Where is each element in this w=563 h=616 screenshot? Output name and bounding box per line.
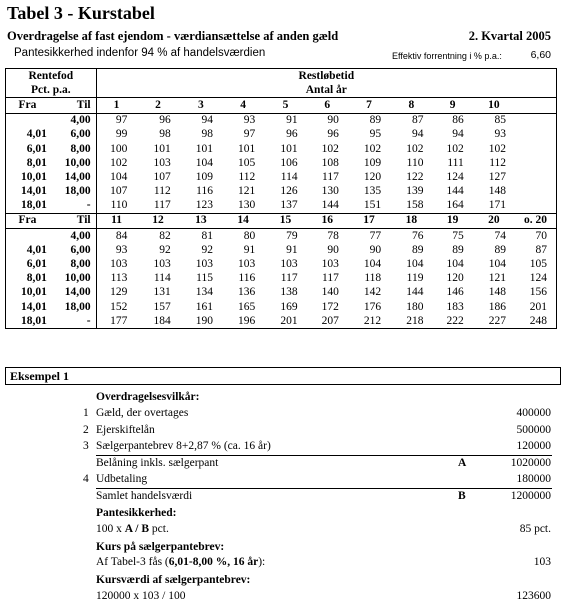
table-cell: 144 — [406, 286, 424, 299]
table-cell: 102 — [321, 142, 339, 155]
table-cell: 121 — [488, 272, 507, 285]
range-to: 6,00 — [51, 243, 96, 257]
table-cell: 91 — [243, 243, 256, 256]
table-cell: 120 — [363, 170, 382, 183]
table-cell: 89 — [494, 243, 507, 256]
kursvaerdi-value: 123600 — [516, 590, 551, 602]
table-cell: 109 — [195, 170, 213, 183]
table-row — [6, 257, 557, 271]
kurs-heading: Kurs på sælgerpantebrev: — [96, 541, 225, 553]
year-col-header — [515, 98, 556, 113]
year-col-header: 5 — [264, 98, 306, 113]
table-cell: 212 — [348, 314, 390, 329]
table-cell: 171 — [473, 199, 515, 214]
item-letter: B — [458, 490, 466, 502]
item-value: 1200000 — [510, 490, 551, 502]
range-from: 8,01 — [6, 272, 51, 286]
range-from: 6,01 — [6, 142, 51, 156]
table-cell: 82 — [159, 229, 171, 242]
table-cell: 96 — [327, 128, 339, 141]
antal-label: Antal år — [96, 83, 556, 98]
til-label: Til — [51, 213, 96, 228]
pct-label: Pct. p.a. — [6, 83, 97, 98]
year-col-header: 6 — [307, 98, 348, 113]
table-cell — [515, 113, 556, 128]
item-number: 4 — [83, 473, 89, 485]
table-cell: 124 — [515, 272, 556, 286]
table-cell: 98 — [159, 128, 171, 141]
item-value: 400000 — [516, 407, 551, 419]
table-cell: 84 — [115, 229, 128, 242]
table-cell: 103 — [238, 258, 256, 271]
year-col-header: 14 — [222, 213, 264, 228]
item-number: 3 — [83, 440, 89, 452]
table-cell: 109 — [363, 156, 382, 169]
table-cell: 104 — [488, 258, 507, 271]
pantesikkerhed-note: Pantesikkerhed indenfor 94 % af handelsværdien — [14, 47, 266, 59]
year-col-header: 13 — [180, 213, 222, 228]
table-cell: 104 — [446, 258, 464, 271]
table-cell: 119 — [406, 272, 424, 285]
table-cell: 190 — [180, 314, 222, 329]
table-row — [6, 229, 557, 244]
table-cell: 107 — [110, 185, 128, 198]
table-cell: 107 — [153, 170, 171, 183]
table-cell: 157 — [153, 300, 171, 313]
table-cell: 87 — [411, 114, 424, 127]
table-cell: 124 — [446, 170, 464, 183]
table-cell: 139 — [406, 185, 424, 198]
table-cell: 113 — [110, 272, 128, 285]
table-cell: 176 — [363, 300, 382, 313]
table-cell: 103 — [110, 258, 128, 271]
table-cell: 148 — [488, 185, 507, 198]
table-cell: 135 — [363, 185, 382, 198]
item-value: 1020000 — [510, 457, 551, 469]
table-cell — [515, 185, 556, 199]
range-from: 10,01 — [6, 286, 51, 300]
rentefod-label: Rentefod — [6, 69, 97, 84]
table-cell: 117 — [322, 170, 339, 183]
table-cell: 248 — [515, 314, 556, 329]
range-to: 8,00 — [51, 257, 96, 271]
table-row — [6, 156, 557, 170]
table-cell: 91 — [286, 243, 298, 256]
range-to: 14,00 — [51, 286, 96, 300]
table-cell: 102 — [488, 142, 507, 155]
table-cell: 94 — [411, 128, 424, 141]
year-col-header: 1 — [96, 98, 136, 113]
table-cell: 158 — [390, 199, 432, 214]
range-to: 18,00 — [51, 300, 96, 314]
table-cell: 117 — [280, 272, 298, 285]
table-cell: 161 — [195, 300, 213, 313]
table-cell: 118 — [364, 272, 382, 285]
table-cell: 110 — [96, 199, 136, 214]
table-cell: 104 — [406, 258, 424, 271]
table-cell: 81 — [201, 229, 213, 242]
table-row — [6, 272, 557, 286]
year-col-header: 2 — [136, 98, 179, 113]
year-col-header: 12 — [136, 213, 179, 228]
table-year-header — [6, 98, 557, 113]
table-cell: 77 — [369, 229, 382, 242]
til-label: Til — [51, 98, 96, 113]
table-cell: 92 — [159, 243, 171, 256]
table-cell: 172 — [321, 300, 339, 313]
table-cell: 104 — [195, 156, 213, 169]
range-to: - — [51, 199, 96, 214]
table-cell: 79 — [286, 229, 298, 242]
table-cell: 99 — [115, 128, 128, 141]
table-cell: 127 — [488, 170, 507, 183]
table-cell: 117 — [136, 199, 179, 214]
table-cell — [515, 128, 556, 142]
table-cell: 103 — [280, 258, 298, 271]
year-col-header: 4 — [222, 98, 264, 113]
table-cell: 111 — [447, 156, 464, 169]
range-to: 8,00 — [51, 142, 96, 156]
table-row — [6, 142, 557, 156]
table-cell: 136 — [238, 286, 256, 299]
range-from: 4,01 — [6, 243, 51, 257]
table-cell: 123 — [180, 199, 222, 214]
year-col-header: 15 — [264, 213, 306, 228]
table-cell: 146 — [446, 286, 464, 299]
range-from: 14,01 — [6, 300, 51, 314]
table-cell: 101 — [238, 142, 256, 155]
table-cell: 104 — [110, 170, 128, 183]
table-cell: 105 — [515, 257, 556, 271]
year-col-header: 7 — [348, 98, 390, 113]
table-cell: 116 — [238, 272, 256, 285]
item-label: Sælgerpantebrev 8+2,87 % (ca. 16 år) — [96, 440, 271, 452]
table-cell: 106 — [280, 156, 298, 169]
table-cell: 201 — [515, 300, 556, 314]
table-cell: 102 — [446, 142, 464, 155]
table-cell: 96 — [286, 128, 298, 141]
table-cell: 227 — [473, 314, 515, 329]
table-cell: 164 — [432, 199, 472, 214]
year-col-header: 11 — [96, 213, 136, 228]
table-cell: 177 — [96, 314, 136, 329]
table-cell: 92 — [201, 243, 213, 256]
table-cell: 76 — [411, 229, 424, 242]
table-cell: 108 — [321, 156, 339, 169]
table-cell: 122 — [406, 170, 424, 183]
table-cell — [515, 156, 556, 170]
table-cell: 80 — [243, 229, 256, 242]
table-cell: 94 — [201, 114, 213, 127]
year-col-header: 20 — [473, 213, 515, 228]
table-cell: 102 — [406, 142, 424, 155]
table-cell: 97 — [243, 128, 256, 141]
table-cell: 95 — [369, 128, 382, 141]
table-cell: 186 — [488, 300, 507, 313]
table-row — [6, 199, 557, 214]
table-cell: 100 — [110, 142, 128, 155]
item-value: 120000 — [516, 440, 551, 452]
table-cell: 116 — [196, 185, 213, 198]
range-to: 4,00 — [51, 113, 96, 128]
table-cell — [515, 142, 556, 156]
kurs-value: 103 — [533, 556, 551, 568]
table-cell: 201 — [264, 314, 306, 329]
restlob-label: Restløbetid — [96, 69, 556, 84]
pantesikkerhed-heading: Pantesikkerhed: — [96, 507, 177, 519]
table-cell: 110 — [406, 156, 424, 169]
table-cell: 78 — [327, 229, 339, 242]
rate-value: 6,60 — [530, 49, 551, 61]
table-row — [6, 113, 557, 128]
table-cell: 101 — [153, 142, 171, 155]
range-from: 8,01 — [6, 156, 51, 170]
table-row — [6, 286, 557, 300]
table-cell: 144 — [446, 185, 464, 198]
fra-label: Fra — [6, 98, 51, 113]
table-cell: 137 — [264, 199, 306, 214]
range-to: 10,00 — [51, 272, 96, 286]
range-from: 18,01 — [6, 314, 51, 329]
year-col-header: 10 — [473, 98, 515, 113]
range-from — [6, 113, 51, 128]
table-cell: 130 — [222, 199, 264, 214]
table-cell: 91 — [286, 114, 298, 127]
table-cell: 165 — [238, 300, 256, 313]
table-cell: 70 — [515, 229, 556, 244]
table-cell: 105 — [238, 156, 256, 169]
table-cell: 121 — [238, 185, 256, 198]
kurs-table — [5, 68, 557, 329]
table-cell: 102 — [110, 156, 128, 169]
item-label: Samlet handelsværdi — [96, 490, 193, 502]
table-cell: 115 — [196, 272, 213, 285]
table-cell: 96 — [159, 114, 171, 127]
pantesikkerhed-formula: 100 x A / B pct. — [96, 523, 169, 535]
table-cell: 126 — [280, 185, 298, 198]
kursvaerdi-formula: 120000 x 103 / 100 — [96, 590, 186, 602]
table-cell: 87 — [515, 243, 556, 257]
table-cell: 131 — [153, 286, 171, 299]
range-to: 4,00 — [51, 229, 96, 244]
table-cell — [515, 199, 556, 214]
table-cell: 114 — [280, 170, 298, 183]
table-row — [6, 185, 557, 199]
table-cell: 196 — [222, 314, 264, 329]
table-cell: 89 — [369, 114, 382, 127]
item-label: Ejerskiftelån — [96, 424, 155, 436]
table-row — [6, 300, 557, 314]
table-year-header — [6, 213, 557, 228]
year-col-header: 9 — [432, 98, 472, 113]
table-cell: 148 — [488, 286, 507, 299]
divider — [96, 488, 552, 489]
table-cell: 93 — [494, 128, 507, 141]
table-cell: 74 — [494, 229, 507, 242]
range-from: 6,01 — [6, 257, 51, 271]
range-from — [6, 229, 51, 244]
table-cell: 85 — [494, 114, 507, 127]
table-cell: 103 — [321, 258, 339, 271]
table-cell: 222 — [432, 314, 472, 329]
table-cell: 117 — [322, 272, 339, 285]
table-cell: 169 — [280, 300, 298, 313]
item-label: Belåning inkls. sælgerpant — [96, 457, 219, 469]
table-cell: 129 — [110, 286, 128, 299]
table-cell: 89 — [452, 243, 464, 256]
table-cell: 75 — [452, 229, 464, 242]
year-col-header: 19 — [432, 213, 472, 228]
table-row — [6, 314, 557, 329]
table-cell: 112 — [489, 156, 507, 169]
table-cell: 102 — [363, 142, 382, 155]
range-to: 14,00 — [51, 170, 96, 184]
table-cell: 101 — [195, 142, 213, 155]
fra-label: Fra — [6, 213, 51, 228]
table-cell: 114 — [153, 272, 171, 285]
table-cell: 93 — [115, 243, 128, 256]
table-cell: 86 — [452, 114, 464, 127]
item-letter: A — [458, 457, 467, 469]
table-cell: 89 — [411, 243, 424, 256]
kursvaerdi-heading: Kursværdi af sælgerpantebrev: — [96, 574, 251, 586]
table-cell: 90 — [327, 243, 339, 256]
table-cell: 90 — [327, 114, 339, 127]
item-value: 180000 — [516, 473, 551, 485]
table-cell: 104 — [363, 258, 382, 271]
example-title: Eksempel 1 — [5, 367, 561, 385]
year-col-header: 17 — [348, 213, 390, 228]
range-from: 4,01 — [6, 128, 51, 142]
table-cell: 184 — [136, 314, 179, 329]
table-cell: 207 — [307, 314, 348, 329]
table-cell: 134 — [195, 286, 213, 299]
table-cell: 218 — [390, 314, 432, 329]
table-cell: 120 — [446, 272, 464, 285]
table-cell: 180 — [406, 300, 424, 313]
item-number: 1 — [83, 407, 89, 419]
range-from: 10,01 — [6, 170, 51, 184]
table-cell: 151 — [348, 199, 390, 214]
table-cell: 97 — [115, 114, 128, 127]
table-cell: 183 — [446, 300, 464, 313]
year-col-header: 8 — [390, 98, 432, 113]
table-cell: 156 — [515, 286, 556, 300]
table-cell: 93 — [243, 114, 256, 127]
range-to: 10,00 — [51, 156, 96, 170]
table-cell — [515, 170, 556, 184]
item-label: Udbetaling — [96, 473, 148, 485]
rate-label: Effektiv forrentning i % p.a.: — [392, 51, 502, 61]
table-row — [6, 243, 557, 257]
year-col-header: 18 — [390, 213, 432, 228]
table-header-row-2 — [6, 83, 557, 98]
table-cell: 103 — [195, 258, 213, 271]
item-value: 500000 — [516, 424, 551, 436]
table-cell: 101 — [280, 142, 298, 155]
page-subtitle: Overdragelse af fast ejendom - værdiansættelse af anden gæld — [7, 29, 339, 43]
item-label: Gæld, der overtages — [96, 407, 189, 419]
overdragelse-heading: Overdragelsesvilkår: — [96, 391, 200, 403]
range-to: - — [51, 314, 96, 329]
quarter-label: 2. Kvartal 2005 — [468, 29, 551, 43]
range-to: 18,00 — [51, 185, 96, 199]
year-col-header: 3 — [180, 98, 222, 113]
table-cell: 138 — [280, 286, 298, 299]
table-cell: 140 — [321, 286, 339, 299]
range-to: 6,00 — [51, 128, 96, 142]
table-cell: 94 — [452, 128, 464, 141]
table-cell: 98 — [201, 128, 213, 141]
table-row — [6, 128, 557, 142]
page-title: Tabel 3 - Kurstabel — [7, 3, 155, 23]
pantesikkerhed-value: 85 pct. — [519, 523, 551, 535]
table-row — [6, 170, 557, 184]
table-cell: 152 — [110, 300, 128, 313]
kurs-formula: Af Tabel-3 fås (6,01-8,00 %, 16 år): — [96, 556, 266, 568]
table-cell: 103 — [153, 156, 171, 169]
table-header-row-1 — [6, 69, 557, 84]
year-col-header: 16 — [307, 213, 348, 228]
table-cell: 90 — [369, 243, 382, 256]
range-from: 14,01 — [6, 185, 51, 199]
table-cell: 144 — [307, 199, 348, 214]
table-cell: 130 — [321, 185, 339, 198]
range-from: 18,01 — [6, 199, 51, 214]
item-number: 2 — [83, 424, 89, 436]
table-cell: 112 — [238, 170, 256, 183]
year-col-header: o. 20 — [515, 213, 556, 228]
divider — [96, 455, 552, 456]
table-cell: 112 — [153, 185, 171, 198]
table-cell: 142 — [363, 286, 382, 299]
table-cell: 103 — [153, 258, 171, 271]
